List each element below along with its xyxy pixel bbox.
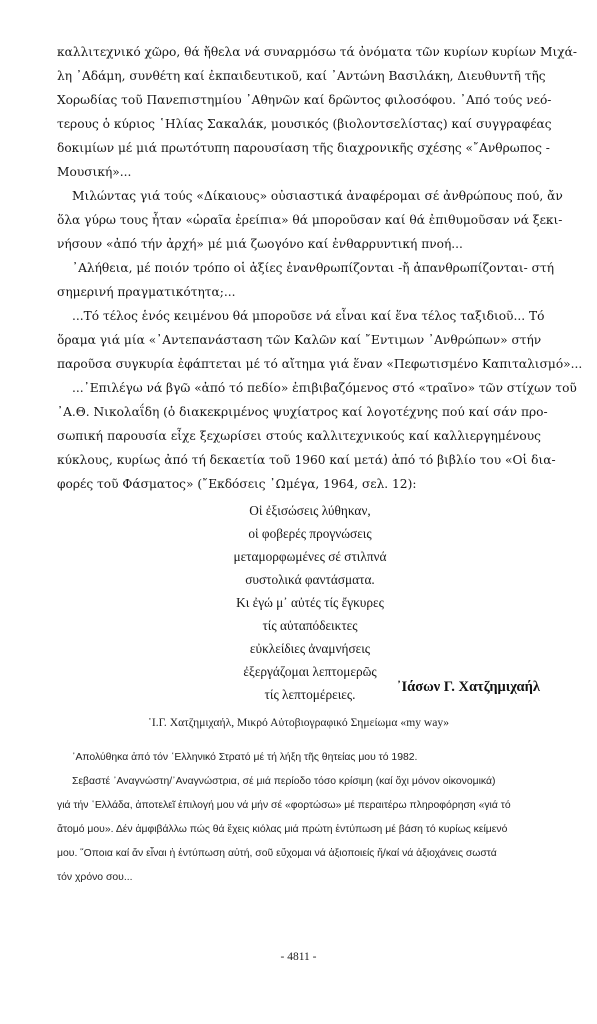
body-line: ...᾽Επιλέγω νά βγῶ «ἀπό τό πεδίο» ἐπιβιβαζόμενος στό «τραῖνο» τῶν στίχων τοῦ [72, 381, 577, 395]
body-line: τερους ὁ κύριος ῾Ηλίας Σακαλάκ, μουσικός (βιολοντσελίστας) καί συγγραφέας [57, 117, 552, 131]
author-signature: ᾽Ιάσων Γ. Χατζημιχαήλ [396, 679, 540, 695]
poem-line: μεταμορφωμένες σέ στιλπνά [233, 549, 387, 564]
body-line: ὅραμα γιά μία «᾽Αντεπανάσταση τῶν Καλῶν καί ῎Εντιμων ᾽Ανθρώπων» στήν [57, 333, 542, 347]
page-number: - 4811 - [280, 951, 317, 963]
poem-line: τίς λεπτομέρειες. [264, 687, 356, 702]
body-line: λη ᾽Αδάμη, συνθέτη καί ἐκπαιδευτικοῦ, καί ᾽Αντώνη Βασιλάκη, Διευθυντῆ τῆς [57, 69, 546, 83]
note-line: Σεβαστέ ᾽Αναγνώστη/᾽Αναγνώστρια, σέ μιά περίοδο τόσο κρίσιμη (καί ὄχι μόνον οἰκονομικά) [72, 776, 496, 787]
poem-line: οἱ φοβερές προγνώσεις [248, 526, 372, 541]
autobiography-caption: ῾Ι.Γ. Χατζημιχαήλ, Μικρό Αὐτοβιογραφικό Σημείωμα «my way» [147, 716, 450, 729]
body-line: νήσουν «ἀπό τήν ἀρχή» μέ μιά ζωογόνο καί ἐνθαρρυντική πνοή... [57, 237, 463, 251]
poem-line: ἐξεργάζομαι λεπτομερῶς [243, 664, 377, 679]
poem-line: εὐκλείδιες ἀναμνήσεις [249, 641, 371, 656]
note-line: τόν χρόνο σου... [57, 872, 133, 883]
body-line: Χορωδίας τοῦ Πανεπιστημίου ᾽Αθηνῶν καί δρῶντος φιλοσόφου. ᾽Από τούς νεό- [57, 93, 552, 107]
body-line: κύκλους, κυρίως ἀπό τή δεκαετία τοῦ 1960 καί μετά) ἀπό τό βιβλίο του «Οἱ δια- [57, 453, 556, 467]
body-line: σημερινή πραγματικότητα;... [57, 285, 236, 299]
body-line: ᾽Α.Θ. Νικολαΐδη (ὁ διακεκριμένος ψυχίατρος καί λογοτέχνης πού καί σάν προ- [57, 405, 548, 419]
body-line: καλλιτεχνικό χῶρο, θά ἤθελα νά συναρμόσω τά ὀνόματα τῶν κυρίων κυρίων Μιχά- [57, 45, 578, 59]
note-line: ἄτομό μου». Δέν ἀμφιβάλλω πώς θά ἔχεις κιόλας μιά πρώτη ἐντύπωση μέ βάση τό κυρίως κείμενό [57, 824, 508, 835]
poem-line: τίς αὐταπόδεικτες [262, 618, 358, 633]
poem-line: Κι ἐγώ μ᾽ αὐτές τίς ἔγκυρες [236, 595, 384, 610]
note-line: μου. ῞Οποια καί ἄν εἶναι ἡ ἐντύπωση αὐτή, σοῦ εὔχομαι νά ἀξιοποιείς ἤ/καί νά ἀξιοχάνεις σωστά [57, 848, 497, 859]
poem-line: Οἱ ἐξισώσεις λύθηκαν, [249, 503, 371, 518]
note-line: γιά τήν ῾Ελλάδα, ἀποτελεῖ ἐπιλογή μου νά μήν σέ «φορτώσω» μέ περαιτέρω πληροφόρηση «γιά τό [57, 800, 511, 811]
body-line: φορές τοῦ Φάσματος» (῎Εκδόσεις ᾽Ωμέγα, 1964, σελ. 12): [57, 477, 417, 491]
note-line: ᾽Απολύθηκα ἀπό τόν ῾Ελληνικό Στρατό μέ τή λήξη τῆς θητείας μου τό 1982. [72, 752, 418, 763]
body-line: παροῦσα συγκυρία ἐφάπτεται μέ τό αἴτημα γιά ἕναν «Πεφωτισμένο Καπιταλισμό»... [57, 357, 583, 371]
body-line: ὅλα γύρω τους ἦταν «ὡραῖα ἐρείπια» θά μποροῦσαν καί θά ἐπιθυμοῦσαν νά ξεκι- [57, 213, 563, 227]
body-line: ...Τό τέλος ἑνός κειμένου θά μποροῦσε νά εἶναι καί ἕνα τέλος ταξιδιοῦ... Τό [72, 309, 545, 323]
body-line: Μουσική»... [57, 165, 132, 179]
body-line: σωπική παρουσία εἶχε ξεχωρίσει στούς καλλιτεχνικούς καί καλλιεργημένους [57, 429, 541, 443]
body-line: δοκιμίων μέ μιά πρωτότυπη παρουσίαση τῆς διαχρονικῆς σχέσης «῎Ανθρωπος - [57, 141, 550, 155]
poem-line: συστολικά φαντάσματα. [245, 572, 375, 587]
body-line: Μιλώντας γιά τούς «Δίκαιους» οὐσιαστικά ἀναφέρομαι σέ ἀνθρώπους πού, ἄν [72, 189, 563, 203]
body-line: ᾽Αλήθεια, μέ ποιόν τρόπο οἱ ἀξίες ἐνανθρωπίζονται -ἤ ἀπανθρωπίζονται- στή [72, 261, 555, 275]
